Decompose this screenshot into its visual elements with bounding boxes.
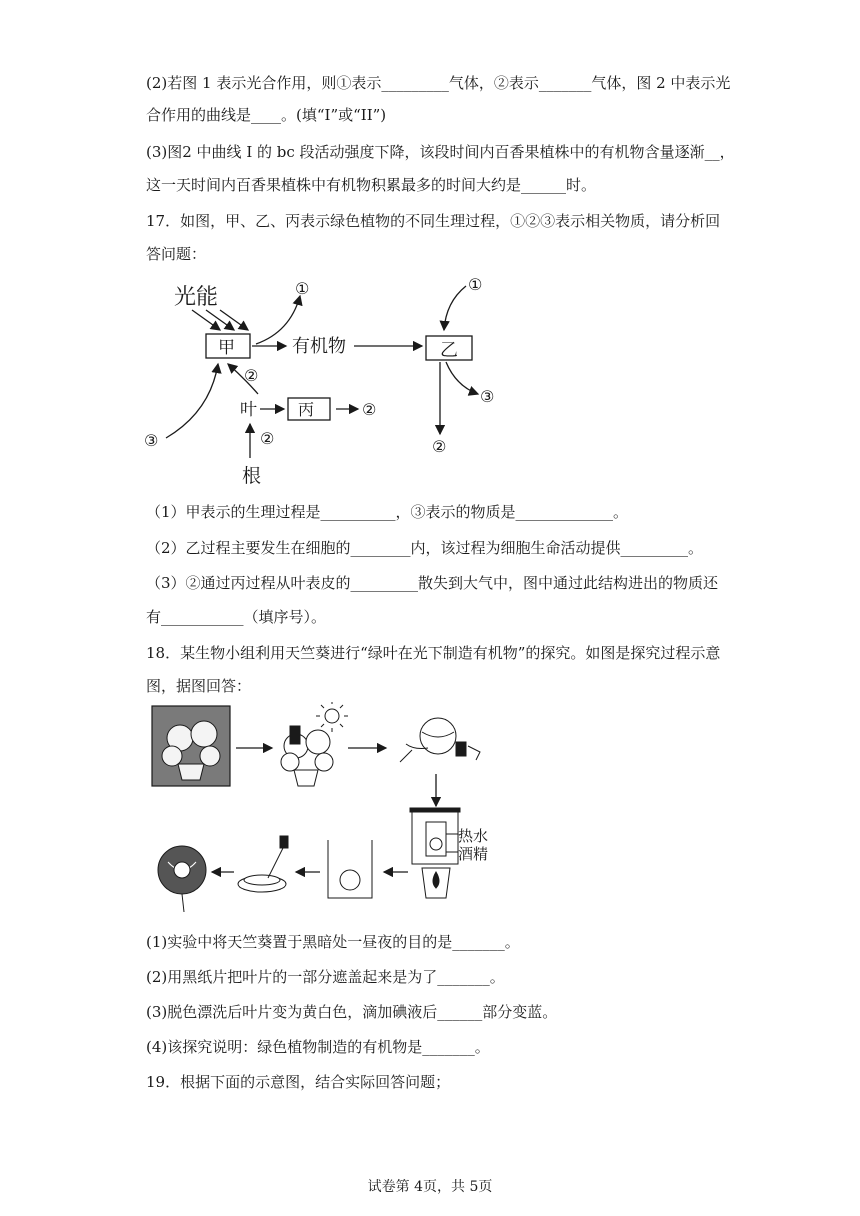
marker-2-root: ② xyxy=(260,429,275,448)
question-17-sub-3b: 有___________（填序号）。 xyxy=(146,608,327,626)
yi-label: 乙 xyxy=(440,340,458,361)
picked-leaf-step xyxy=(400,718,480,762)
marker-2-jia: ② xyxy=(244,366,259,385)
question-18-sub-1: (1)实验中将天竺葵置于黑暗处一昼夜的目的是_______。 xyxy=(146,933,520,951)
marker-1-top-left: ① xyxy=(295,279,310,298)
leaf-label: 叶 xyxy=(240,400,257,420)
question-17-line-2: 答问题： xyxy=(146,245,207,263)
jia-label: 甲 xyxy=(218,338,235,358)
light-plant-step xyxy=(281,702,348,786)
hot-water-label: 热水 xyxy=(458,827,489,845)
question-18-sub-2: (2)用黑纸片把叶片的一部分遮盖起来是为了_______。 xyxy=(146,968,505,986)
question-18-sub-3: (3)脱色漂洗后叶片变为黄白色，滴加碘液后______部分变蓝。 xyxy=(146,1003,558,1021)
page-footer: 试卷第 4页，共 5页 xyxy=(367,1179,493,1195)
question-18-line-1: 18．某生物小组利用天竺葵进行“绿叶在光下制造有机物”的探究。如图是探究过程示意 xyxy=(146,644,721,662)
question-17-sub-1: （1）甲表示的生理过程是__________，③表示的物质是_____________。 xyxy=(146,503,629,521)
marker-3-yi: ③ xyxy=(480,387,495,406)
rinse-beaker-step xyxy=(328,840,372,898)
marker-2-bing: ② xyxy=(362,400,377,419)
alcohol-label: 酒精 xyxy=(458,845,489,863)
question-18-line-2: 图，据图回答： xyxy=(146,677,252,695)
bing-label: 丙 xyxy=(298,400,315,419)
diagram-17 xyxy=(140,272,520,490)
text-line-3: (3)图2 中曲线 I 的 bc 段活动强度下降，该段时间内百香果植株中的有机物含量逐渐__， xyxy=(146,143,735,161)
iodine-dish-step xyxy=(238,836,288,892)
question-17-line-1: 17．如图，甲、乙、丙表示绿色植物的不同生理过程，①②③表示相关物质，请分析回 xyxy=(146,212,721,230)
marker-2-yi: ② xyxy=(432,437,447,456)
water-bath-step xyxy=(410,808,460,898)
question-18-sub-4: (4)该探究说明：绿色植物制造的有机物是_______。 xyxy=(146,1038,490,1056)
question-17-sub-3a: （3）②通过丙过程从叶表皮的_________散失到大气中，图中通过此结构进出的物质还 xyxy=(146,574,719,592)
marker-1-top-right: ① xyxy=(468,275,483,294)
stained-leaf-step xyxy=(158,846,206,912)
dark-plant-step xyxy=(152,706,230,786)
question-19-line-1: 19．根据下面的示意图，结合实际回答问题； xyxy=(146,1073,451,1091)
light-energy-label: 光能 xyxy=(174,285,219,310)
text-line-1: (2)若图 1 表示光合作用，则①表示_________气体，②表示_______气体，图 2 中表示光 xyxy=(146,74,731,92)
text-line-2: 合作用的曲线是____。(填“I”或“II”) xyxy=(146,106,387,124)
organic-matter-label: 有机物 xyxy=(292,336,346,357)
marker-3-left: ③ xyxy=(144,431,159,450)
diagram-18 xyxy=(150,702,510,924)
root-label: 根 xyxy=(242,465,262,487)
question-17-sub-2: （2）乙过程主要发生在细胞的________内，该过程为细胞生命活动提供_________。 xyxy=(146,539,704,557)
text-line-4: 这一天时间内百香果植株中有机物积累最多的时间大约是______时。 xyxy=(146,176,597,194)
